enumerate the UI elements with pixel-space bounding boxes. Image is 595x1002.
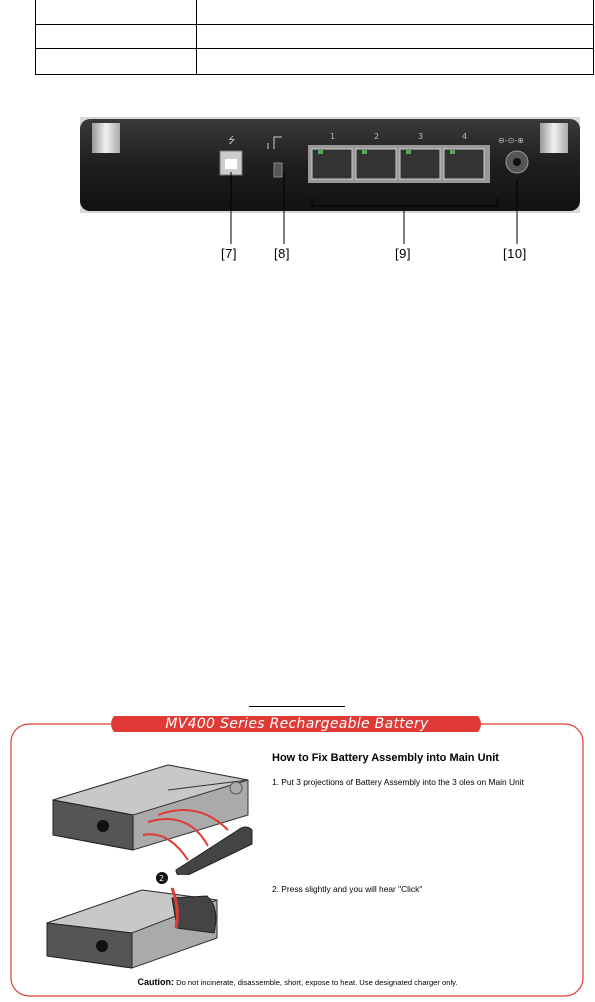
svg-text:⭍: ⭍ xyxy=(228,136,236,146)
battery-attach-illustration-1 xyxy=(48,760,253,875)
callout-label-9: [9] xyxy=(395,246,411,261)
battery-banner-title: MV400 Series Rechargeable Battery xyxy=(165,716,429,732)
step-2-badge: 2 xyxy=(159,874,165,883)
howto-title: How to Fix Battery Assembly into Main Unit xyxy=(272,752,499,764)
caution-label: Caution: xyxy=(137,977,174,987)
svg-text:⊖-⊙-⊕: ⊖-⊙-⊕ xyxy=(498,136,524,145)
callout-label-8: [8] xyxy=(274,246,290,261)
step-1-text: 1. Put 3 projections of Battery Assembly into the 3 oles on Main Unit xyxy=(272,777,524,787)
caution-text: Do not incinerate, disassemble, short, expose to heat. Use designated charger only. xyxy=(176,978,458,987)
port-label-3: 3 xyxy=(418,132,424,141)
step-2-text: 2. Press slightly and you will hear "Click" xyxy=(272,884,423,894)
callout-lines xyxy=(0,0,595,260)
callout-label-7: [7] xyxy=(221,246,237,261)
port-label-1: 1 xyxy=(330,132,336,141)
port-label-4: 4 xyxy=(462,132,468,141)
battery-attach-illustration-2 xyxy=(42,868,242,973)
caution-note xyxy=(0,977,595,987)
callout-label-10: [10] xyxy=(503,246,527,261)
separator-line xyxy=(249,706,345,707)
port-label-2: 2 xyxy=(374,132,380,141)
